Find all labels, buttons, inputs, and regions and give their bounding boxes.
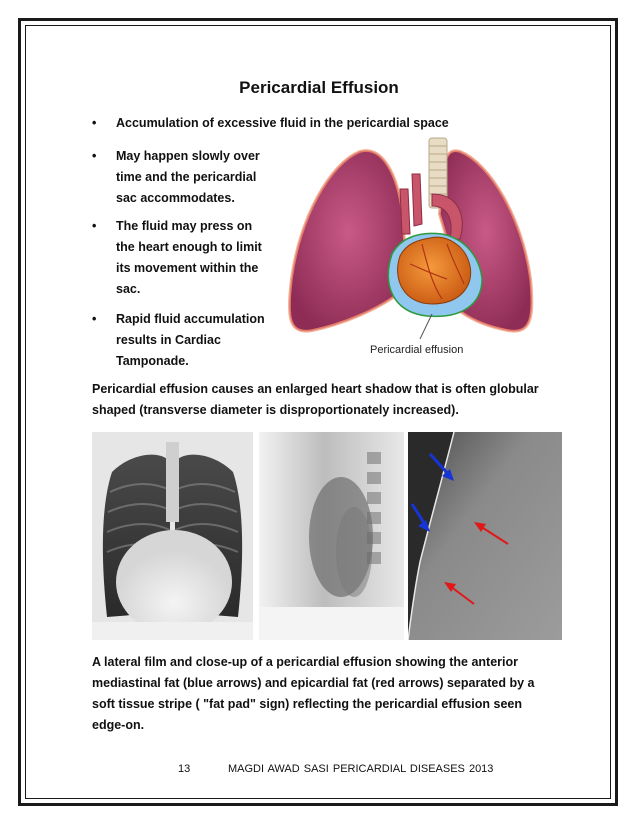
bullet-3-line-3: its movement within the [116, 261, 259, 275]
illustration-label: Pericardial effusion [370, 344, 464, 356]
bullet-dot: • [92, 312, 97, 326]
bullet-1 [92, 113, 536, 134]
caption-line-1: A lateral film and close-up of a pericardial effusion showing the anterior [92, 655, 519, 669]
xray-pa-chest [92, 432, 253, 640]
caption-line-2: mediastinal fat (blue arrows) and epicardial fat (red arrows) separated by a [92, 676, 535, 690]
bullet-2-line-3: sac accommodates. [116, 191, 235, 205]
bullet-2 [92, 146, 286, 209]
paragraph-line-1: Pericardial effusion causes an enlarged heart shadow that is often globular [92, 382, 539, 396]
image-caption [92, 652, 562, 736]
bullet-3-line-4: sac. [116, 282, 141, 296]
caption-line-3: soft tissue stripe ( "fat pad" sign) reflecting the pericardial effusion seen [92, 697, 522, 711]
bullet-4-line-3: Tamponade. [116, 354, 189, 368]
bullet-1-line-1: Accumulation of excessive fluid in the pericardial space [116, 116, 449, 130]
page-number: 13 [178, 763, 191, 775]
bullet-3 [92, 216, 286, 300]
page-title: Pericardial Effusion [239, 78, 399, 97]
caption-line-4: edge-on. [92, 718, 145, 732]
bullet-2-line-1: May happen slowly over [116, 149, 260, 163]
paragraph-line-2: shaped (transverse diameter is disproportionately increased). [92, 403, 459, 417]
bullet-dot: • [92, 219, 97, 233]
bullet-3-line-2: the heart enough to limit [116, 240, 262, 254]
right-lung [290, 151, 407, 330]
footer-text: MAGDI AWAD SASI PERICARDIAL DISEASES 2013 [228, 763, 494, 775]
bullet-4-line-1: Rapid fluid accumulation [116, 312, 265, 326]
xray-lateral [259, 432, 404, 640]
bullet-dot: • [92, 149, 97, 163]
label-pointer [420, 314, 432, 339]
bullet-2-line-2: time and the pericardial [116, 170, 257, 184]
bullet-3-line-1: The fluid may press on [116, 219, 253, 233]
pericardial-effusion-illustration [282, 134, 538, 374]
bullet-4-line-2: results in Cardiac [116, 333, 221, 347]
description-paragraph [92, 379, 562, 421]
bullet-dot: • [92, 116, 97, 130]
bullet-4 [92, 309, 286, 372]
xray-closeup [408, 432, 562, 640]
heart [398, 237, 471, 304]
